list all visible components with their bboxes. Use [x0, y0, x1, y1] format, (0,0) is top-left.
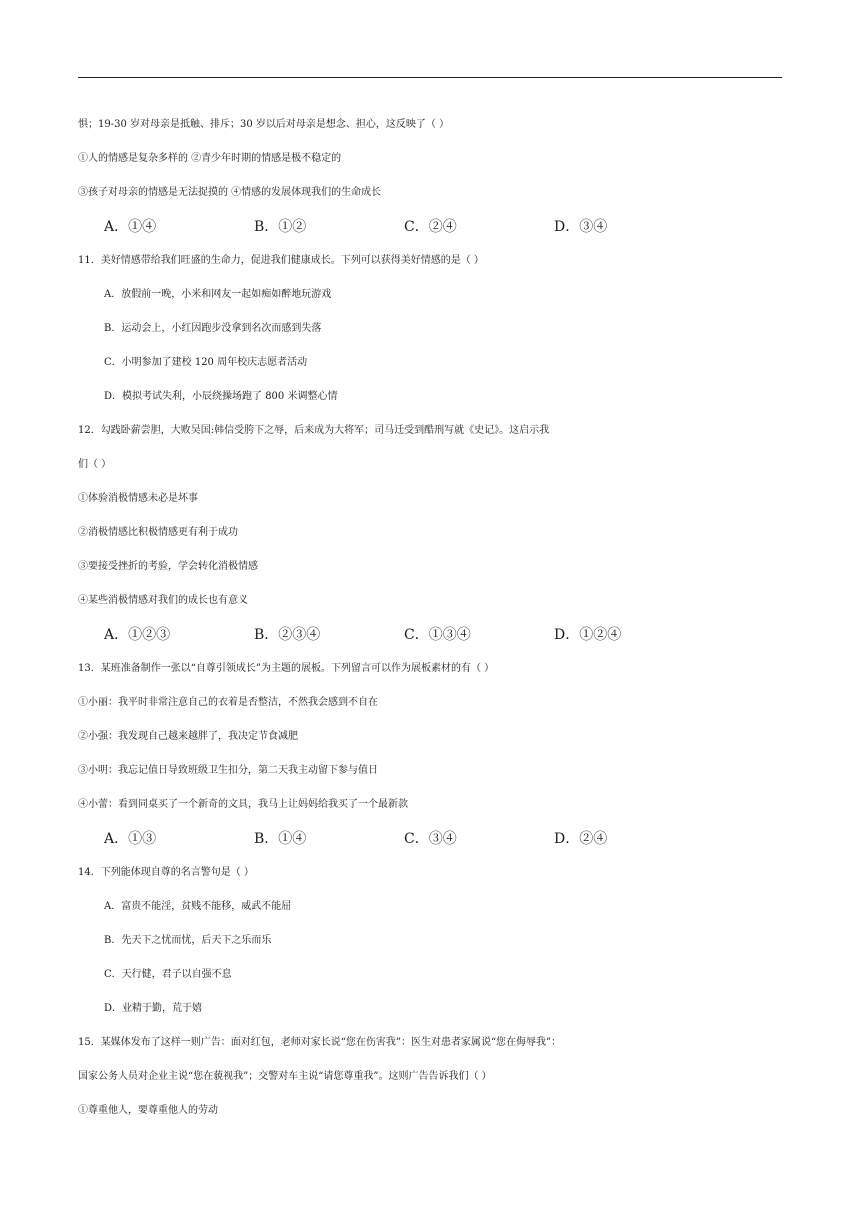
q15-stem-line-2: 国家公务人员对企业主说“您在藐视我”；交警对车主说“请您尊重我”。这则广告告诉我们（ ）: [78, 1071, 492, 1082]
header-rule: [78, 77, 782, 78]
q13-statement-3: ③小明：我忘记值日导致班级卫生扣分，第二天我主动留下参与值日: [78, 765, 378, 776]
q12-statement-1: ①体验消极情感未必是坏事: [78, 493, 198, 504]
q14-option-d[interactable]: D．业精于勤，荒于嬉: [104, 1003, 203, 1014]
q10-statement-line-1: ①人的情感是复杂多样的 ②青少年时期的情感是极不稳定的: [78, 153, 342, 164]
q13-statement-2: ②小强：我发现自己越来越胖了，我决定节食减肥: [78, 731, 298, 742]
q12-stem-line-1: 12．勾践卧薪尝胆，大败吴国:韩信受胯下之辱，后来成为大将军；司马迁受到酷刑写就《史记》。这启示我: [78, 425, 550, 436]
q12-option-b[interactable]: B．②③④: [254, 627, 321, 643]
q11-stem: 11．美好情感带给我们旺盛的生命力，促进我们健康成长。下列可以获得美好情感的是（ ）: [78, 255, 484, 266]
q14-option-b[interactable]: B．先天下之忧而忧，后天下之乐而乐: [104, 935, 272, 946]
q11-option-b[interactable]: B．运动会上，小红因跑步没拿到名次而感到失落: [104, 323, 322, 334]
q13-stem: 13．某班准备制作一张以“自尊引领成长”为主题的展板。下列留言可以作为展板素材的有（ ）: [78, 663, 495, 674]
q11-option-c[interactable]: C．小明参加了建校 120 周年校庆志愿者活动: [104, 357, 308, 368]
q11-option-a[interactable]: A．放假前一晚，小米和网友一起如痴如醉地玩游戏: [104, 289, 332, 300]
q12-option-a[interactable]: A．①②③: [104, 627, 171, 643]
q15-stem-line-1: 15．某媒体发布了这样一则广告：面对红包，老师对家长说“您在伤害我”：医生对患者家属说“您在侮辱我”：: [78, 1037, 562, 1048]
q12-stem-line-2: 们（ ）: [78, 459, 112, 470]
q13-option-b[interactable]: B．①④: [254, 831, 307, 847]
q13-option-d[interactable]: D．②④: [554, 831, 608, 847]
q12-statement-3: ③要接受挫折的考验，学会转化消极情感: [78, 561, 258, 572]
q10-option-d[interactable]: D．③④: [554, 219, 608, 235]
q12-option-d[interactable]: D．①②④: [554, 627, 622, 643]
q10-options: [78, 210, 790, 244]
q13-option-c[interactable]: C．③④: [404, 831, 457, 847]
exam-page: [78, 108, 790, 1128]
q15-statement-1: ①尊重他人，要尊重他人的劳动: [78, 1105, 218, 1116]
q10-option-c[interactable]: C．②④: [404, 219, 457, 235]
q13-statement-4: ④小蕾：看到同桌买了一个新奇的文具，我马上让妈妈给我买了一个最新款: [78, 799, 408, 810]
q14-option-a[interactable]: A．富贵不能淫，贫贱不能移，威武不能屈: [104, 901, 292, 912]
q13-options: [78, 822, 790, 856]
q13-statement-1: ①小丽：我平时非常注意自己的衣着是否整洁，不然我会感到不自在: [78, 697, 378, 708]
q12-statement-2: ②消极情感比积极情感更有利于成功: [78, 527, 238, 538]
q11-option-d[interactable]: D．模拟考试失利，小辰绕操场跑了 800 米调整心情: [104, 391, 338, 402]
q12-option-c[interactable]: C．①③④: [404, 627, 471, 643]
q13-option-a[interactable]: A．①③: [104, 831, 157, 847]
q10-option-b[interactable]: B．①②: [254, 219, 307, 235]
q14-option-c[interactable]: C．天行健，君子以自强不息: [104, 969, 232, 980]
q12-statement-4: ④某些消极情感对我们的成长也有意义: [78, 595, 248, 606]
q10-stem-tail: 惧；19-30 岁对母亲是抵触、排斥；30 岁以后对母亲是想念、担心，这反映了（ ）: [78, 119, 450, 130]
q12-options: [78, 618, 790, 652]
q14-stem: 14．下列能体现自尊的名言警句是（ ）: [78, 867, 254, 878]
q10-statement-line-2: ③孩子对母亲的情感是无法捉摸的 ④情感的发展体现我们的生命成长: [78, 187, 382, 198]
q10-option-a[interactable]: A．①④: [104, 219, 157, 235]
